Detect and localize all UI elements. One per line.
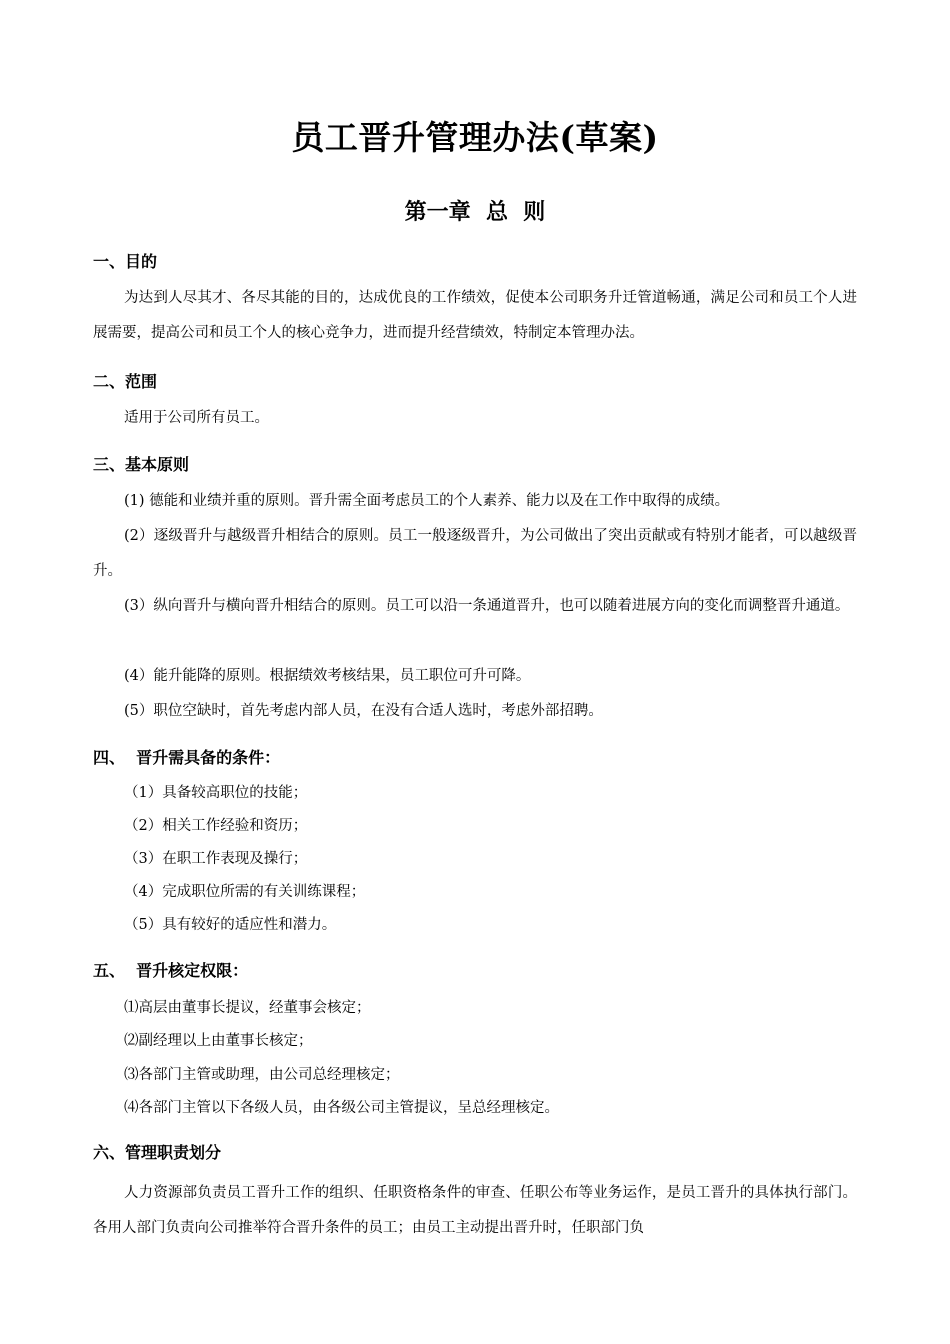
condition-item: （3）在职工作表现及操行；	[124, 851, 308, 867]
section-heading-principles: 三、基本原则	[93, 455, 190, 474]
section-heading-responsibilities: 六、管理职责划分	[93, 1143, 222, 1162]
principle-item: (1) 德能和业绩并重的原则。晋升需全面考虑员工的个人素养、能力以及在工作中取得的成绩。	[124, 493, 730, 509]
authority-item: ⑵副经理以上由董事长核定；	[124, 1033, 313, 1049]
condition-item: （2）相关工作经验和资历；	[124, 818, 308, 834]
condition-item: （4）完成职位所需的有关训练课程；	[124, 884, 366, 900]
authority-item: ⑴高层由董事长提议，经董事会核定；	[124, 1000, 371, 1016]
purpose-paragraph: 为达到人尽其才、各尽其能的目的，达成优良的工作绩效，促使本公司职务升迁管道畅通，满足公司和员工个人进展需要，提高公司和员工个人的核心竞争力，进而提升经营绩效，特制定本管理办法。	[93, 290, 857, 341]
chapter-title: 第一章 总 则	[404, 199, 546, 225]
authority-item: ⑷各部门主管以下各级人员，由各级公司主管提议，呈总经理核定。	[124, 1100, 559, 1116]
condition-item: （1）具备较高职位的技能；	[124, 785, 308, 801]
principle-item: (2）逐级晋升与越级晋升相结合的原则。员工一般逐级晋升，为公司做出了突出贡献或有特别才能者，可以越级晋升。	[93, 528, 857, 579]
authority-item: ⑶各部门主管或助理，由公司总经理核定；	[124, 1067, 400, 1083]
scope-paragraph: 适用于公司所有员工。	[124, 410, 269, 426]
section-heading-conditions: 四、 晋升需具备的条件：	[93, 748, 281, 767]
responsibilities-paragraph: 人力资源部负责员工晋升工作的组织、任职资格条件的审查、任职公布等业务运作，是员工晋升的具体执行部门。各用人部门负责向公司推举符合晋升条件的员工；由员工主动提出晋升时，任职部门负	[93, 1185, 857, 1236]
condition-item: （5）具有较好的适应性和潜力。	[124, 917, 337, 933]
principle-item: (4）能升能降的原则。根据绩效考核结果，员工职位可升可降。	[124, 668, 531, 684]
section-heading-purpose: 一、目的	[93, 252, 158, 271]
document-title: 员工晋升管理办法(草案)	[291, 118, 659, 157]
principle-item: (5）职位空缺时，首先考虑内部人员，在没有合适人选时，考虑外部招聘。	[124, 703, 603, 719]
principle-item: (3）纵向晋升与横向晋升相结合的原则。员工可以沿一条通道晋升，也可以随着进展方向的变化而调整晋升通道。	[124, 598, 850, 614]
section-heading-authority: 五、 晋升核定权限：	[93, 961, 249, 980]
section-heading-scope: 二、范围	[93, 372, 158, 391]
